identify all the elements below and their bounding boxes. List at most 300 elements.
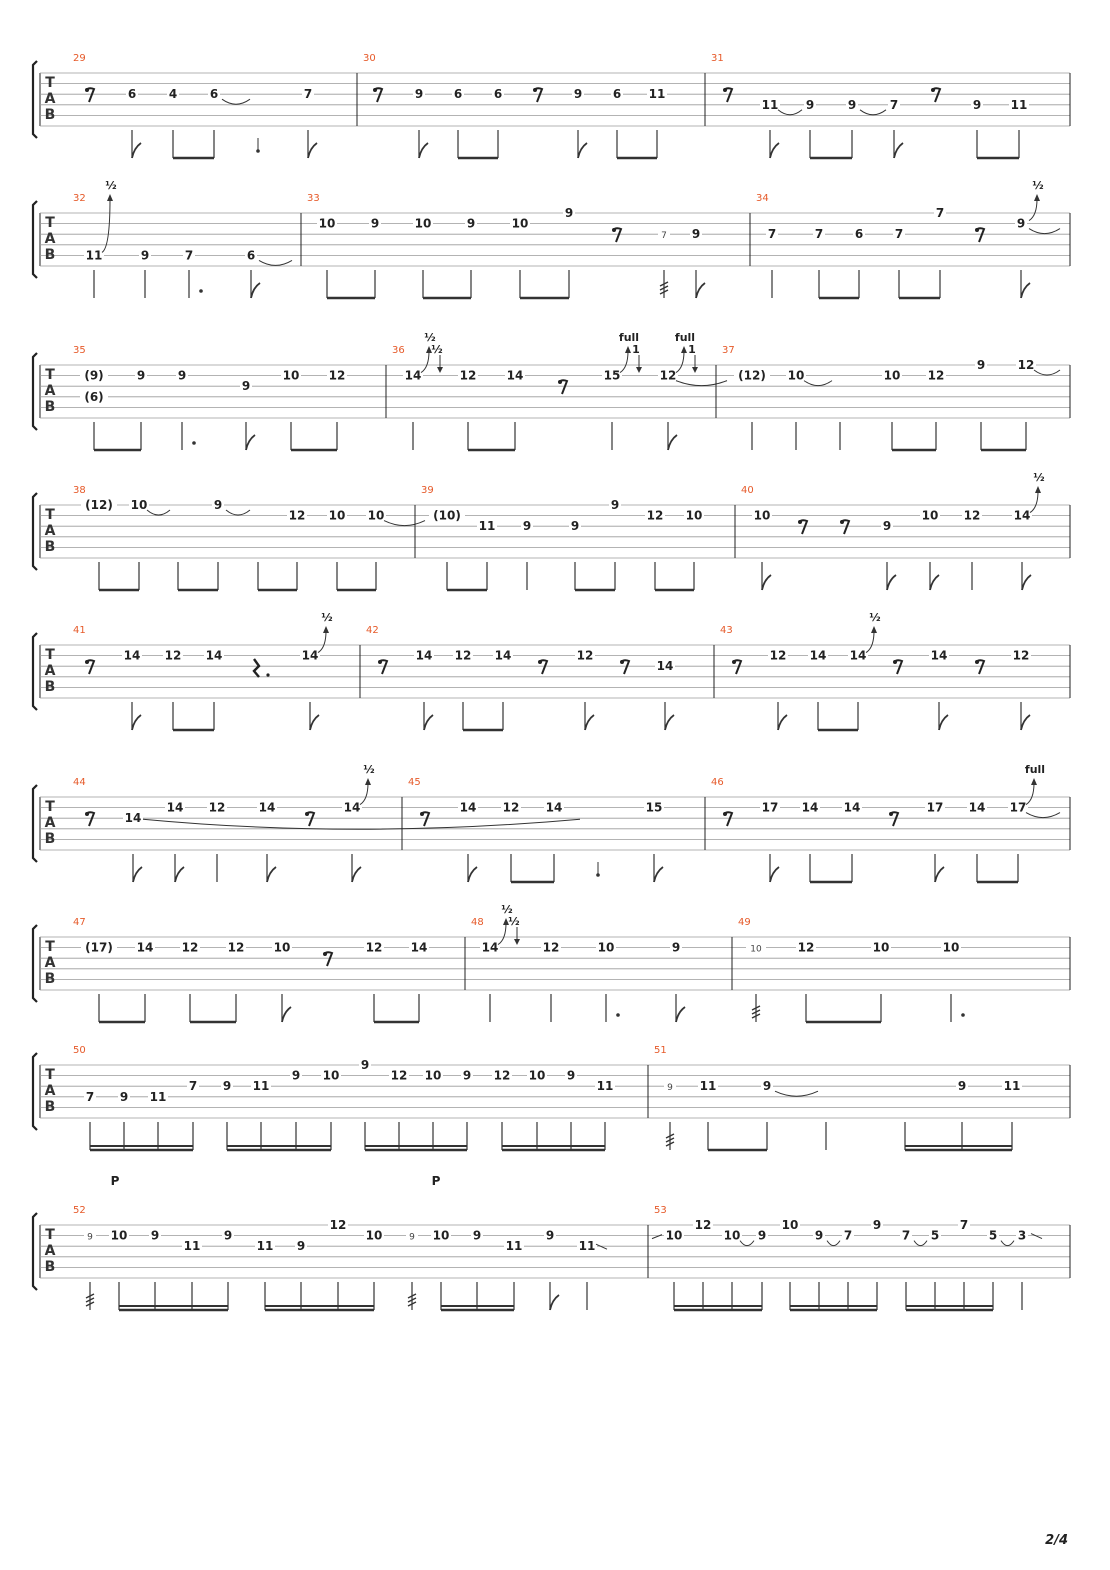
tab-clef-letter: B [44, 831, 56, 847]
tab-note [756, 1229, 768, 1310]
tab-note [176, 369, 196, 450]
tab-note [85, 660, 94, 674]
tab-clef [45, 215, 56, 263]
tab-clef [45, 75, 56, 123]
tab-note [967, 801, 987, 882]
fret-number: 12 [927, 368, 945, 383]
eighth-rest-dot [840, 520, 844, 524]
tab-clef-letter: A [44, 1243, 56, 1259]
flag [770, 143, 779, 158]
fret-number: 14 [656, 659, 674, 674]
system-bracket [33, 1213, 37, 1290]
tab-note [317, 217, 337, 298]
flag [1022, 575, 1031, 590]
tie [804, 381, 832, 386]
bend-curve [1029, 199, 1037, 221]
tab-note [761, 1079, 818, 1150]
fret-number: 10 [365, 1228, 383, 1243]
fret-number: 6 [612, 87, 622, 102]
system-bracket [33, 353, 37, 430]
tab-clef-letter: B [44, 247, 56, 263]
tab-note [122, 649, 142, 730]
tab-clef-letter: T [45, 799, 55, 815]
fret-number: (9) [84, 368, 104, 383]
fret-number: 10 [723, 1228, 741, 1243]
flag [939, 715, 948, 730]
tab-measure [360, 625, 675, 730]
tab-note [240, 379, 255, 450]
tab-note [1015, 179, 1060, 298]
tab-system [33, 471, 1070, 590]
measure-number: 43 [720, 625, 733, 636]
tab-note [612, 228, 621, 242]
measure-number: 38 [73, 485, 86, 496]
tab-measure [73, 611, 333, 730]
tab-note [302, 87, 317, 158]
duration-dot [199, 289, 203, 293]
tab-note [187, 1079, 199, 1150]
tab-note [81, 941, 117, 1022]
tab-measure [73, 179, 292, 298]
tab-note [521, 519, 533, 590]
tab-note [1016, 358, 1060, 450]
tab-note [848, 611, 881, 730]
tab-note [956, 1079, 968, 1150]
tab-measure [714, 611, 1031, 730]
tab-note [609, 498, 621, 590]
fret-number: 9 [177, 368, 187, 383]
fret-number: 9 [671, 940, 681, 955]
tab-note [698, 1079, 718, 1150]
eighth-rest-dot [558, 380, 562, 384]
tab-note [389, 1069, 409, 1150]
bend-arrow [1034, 194, 1040, 201]
tab-note [766, 227, 778, 298]
tab-note [135, 369, 147, 450]
fret-number: 14 [123, 648, 141, 663]
tab-system [33, 53, 1070, 158]
fret-number: 10 [318, 216, 336, 231]
eighth-rest-dot [373, 88, 377, 92]
tab-note [684, 509, 704, 590]
tab-note [378, 660, 387, 674]
fret-number: 7 [959, 1218, 969, 1232]
fret-number: 9 [462, 1068, 472, 1083]
fret-number: 9 [522, 519, 532, 534]
measure-number: 48 [471, 917, 484, 928]
fret-number: 10 [942, 940, 960, 955]
tab-note [477, 519, 497, 590]
tab-note [527, 1069, 547, 1150]
fret-number: 14 [843, 800, 861, 815]
tab-note [84, 1229, 96, 1310]
fret-number: 10 [328, 508, 346, 523]
fret-number: 5 [988, 1228, 998, 1243]
measure-number: 41 [73, 625, 86, 636]
fret-number: 12 [646, 508, 664, 523]
pick-mark: P [431, 1174, 441, 1188]
tab-clef-letter: A [44, 815, 56, 831]
tab-clef-letter: A [44, 663, 56, 679]
tab-system [33, 763, 1070, 882]
bend-amount: ½ [1032, 179, 1044, 192]
fret-number: 12 [164, 648, 182, 663]
release-amount: 1 [688, 343, 696, 356]
tie [914, 1241, 927, 1246]
fret-number: (12) [738, 368, 766, 383]
fret-number: 11 [648, 87, 666, 102]
fret-number: 9 [814, 1228, 824, 1243]
fret-number: 14 [506, 368, 524, 383]
tab-note [414, 649, 434, 730]
tab-note [786, 369, 832, 450]
fret-number: 12 [459, 368, 477, 383]
fret-number: 12 [390, 1068, 408, 1083]
fret-number: 12 [329, 1218, 347, 1232]
tab-note [722, 1229, 754, 1310]
tab-note [975, 228, 984, 242]
tab-note [366, 509, 425, 590]
tab-note [577, 1239, 607, 1310]
tab-measure [73, 1045, 615, 1150]
tab-note [925, 801, 945, 882]
measure-number: 32 [73, 193, 86, 204]
fret-number: 9 [667, 1083, 673, 1094]
tab-clef-letter: T [45, 939, 55, 955]
tab-note [569, 519, 581, 590]
flag [1021, 283, 1030, 298]
bend-amount: full [674, 331, 696, 344]
fret-number: 7 [935, 206, 945, 220]
tab-note [1016, 1229, 1042, 1310]
fret-number: 12 [208, 800, 226, 815]
bend-amount: ½ [1033, 471, 1045, 484]
fret-number: 15 [645, 800, 663, 815]
fret-number: 9 [213, 498, 223, 512]
fret-number: 9 [805, 97, 815, 112]
tab-note [255, 1239, 275, 1310]
flag [175, 867, 184, 882]
tab-clef [45, 1067, 56, 1115]
eighth-rest-dot [931, 88, 935, 92]
flag [419, 143, 428, 158]
tie [1029, 229, 1060, 234]
tab-note [183, 248, 203, 298]
tab-note [254, 659, 270, 677]
tab-note [723, 812, 732, 826]
fret-number: 9 [370, 216, 380, 231]
tab-measure [415, 485, 704, 590]
tab-note [403, 331, 443, 450]
fret-number: 7 [814, 227, 824, 242]
tab-note [505, 369, 525, 450]
fret-number: 12 [542, 940, 560, 955]
fret-number: 6 [127, 87, 137, 102]
fret-number: 12 [1012, 648, 1030, 663]
tab-note [842, 1229, 854, 1310]
release-arrow [514, 939, 520, 945]
tab-note [423, 1069, 443, 1150]
quarter-rest [254, 659, 259, 677]
flag [424, 715, 433, 730]
eighth-rest-dot [323, 952, 327, 956]
tab-note [429, 509, 465, 590]
fret-number: 9 [150, 1228, 160, 1243]
tab-note [369, 217, 381, 298]
bend-arrow [625, 346, 631, 353]
tab-note [290, 1069, 302, 1150]
release-arrow [437, 367, 443, 373]
measure-number: 40 [741, 485, 754, 496]
duration-dot [961, 1013, 965, 1017]
tab-clef-letter: A [44, 231, 56, 247]
fret-number: 9 [119, 1089, 129, 1104]
tab-clef [45, 367, 56, 415]
flag [762, 575, 771, 590]
tab-note [118, 1090, 130, 1150]
fret-number: 14 [930, 648, 948, 663]
flag [133, 867, 142, 882]
fret-number: 10 [424, 1068, 442, 1083]
tab-clef-letter: B [44, 679, 56, 695]
slur [143, 819, 580, 829]
measure-number: 34 [756, 193, 769, 204]
fret-number: 12 [576, 648, 594, 663]
fret-number: 10 [367, 508, 385, 523]
tab-note [420, 812, 429, 826]
duration-dot [616, 1013, 620, 1017]
measure-number: 46 [711, 777, 724, 788]
fret-number: 10 [685, 508, 703, 523]
flag [246, 435, 255, 450]
tab-note [647, 87, 667, 158]
tab-note [538, 660, 547, 674]
tab-note [602, 331, 642, 450]
fret-number: 12 [797, 940, 815, 955]
tab-note [327, 369, 347, 450]
tab-clef-letter: A [44, 955, 56, 971]
tab-note [431, 1229, 451, 1310]
tie [1026, 813, 1060, 818]
eighth-rest-dot [893, 660, 897, 664]
tab-note [840, 520, 849, 534]
fret-number: 12 [769, 648, 787, 663]
fret-number: 7 [901, 1228, 911, 1243]
fret-number: 11 [1003, 1079, 1021, 1094]
flag [578, 143, 587, 158]
tab-note [135, 941, 155, 1022]
tab-note [888, 98, 903, 158]
fret-number: 12 [288, 508, 306, 523]
tab-note [645, 509, 665, 590]
tie [222, 99, 250, 104]
fret-number: 7 [661, 231, 667, 242]
page-number: 2/4 [1045, 1533, 1068, 1548]
measure-number: 39 [421, 485, 434, 496]
bend-arrow [1031, 778, 1037, 785]
tab-measure [73, 345, 347, 450]
rest-dot [266, 673, 269, 676]
tab-clef [45, 1227, 56, 1275]
fret-number: 14 [849, 648, 867, 663]
tab-note [544, 801, 564, 882]
fret-number: 10 [921, 508, 939, 523]
tab-clef-letter: A [44, 1083, 56, 1099]
tab-note [149, 1229, 161, 1310]
tab-clef-letter: B [44, 971, 56, 987]
tie [775, 1091, 818, 1096]
tab-note [221, 1079, 233, 1150]
bend-amount: ½ [105, 179, 117, 192]
tab-clef-letter: T [45, 507, 55, 523]
tie [259, 260, 292, 265]
tab-note [889, 812, 898, 826]
tab-note [929, 1229, 941, 1310]
fret-number: 10 [872, 940, 890, 955]
flag [665, 715, 674, 730]
fret-number: 7 [303, 87, 313, 102]
tab-note [305, 812, 314, 826]
tab-note [800, 801, 820, 882]
tab-note [734, 369, 770, 450]
bend-arrow [681, 346, 687, 353]
tab-note [760, 801, 780, 882]
tab-measure [386, 331, 727, 450]
flag [585, 715, 594, 730]
measure-number: 29 [73, 53, 86, 64]
tab-note [690, 227, 705, 298]
eighth-rest-dot [85, 812, 89, 816]
tab-note [222, 1229, 234, 1310]
fret-number: 9 [872, 1218, 882, 1232]
fret-number: 14 [801, 800, 819, 815]
fret-number: 9 [223, 1228, 233, 1243]
tab-system [33, 1045, 1070, 1150]
release-arrow [636, 367, 642, 373]
tab-note [409, 941, 429, 1022]
tab-measure [732, 917, 965, 1022]
tab-note [596, 941, 620, 1022]
bend-arrow [365, 778, 371, 785]
fret-number: 14 [205, 648, 223, 663]
tab-note [1009, 98, 1029, 158]
fret-number: 9 [691, 227, 701, 242]
fret-number: 12 [963, 508, 981, 523]
bend-arrow [107, 194, 113, 201]
slide [1031, 1234, 1042, 1239]
fret-number: 10 [665, 1228, 683, 1243]
eighth-rest-dot [612, 228, 616, 232]
tie [860, 110, 886, 115]
fret-number: 9 [466, 216, 476, 231]
fret-number: 10 [130, 498, 148, 512]
tab-note [658, 331, 727, 450]
measure-number: 49 [738, 917, 751, 928]
tab-note [732, 660, 741, 674]
tab-note [881, 519, 896, 590]
tab-note [670, 941, 685, 1022]
fret-number: 11 [1010, 97, 1028, 112]
fret-number: 7 [85, 1089, 95, 1104]
tie [147, 510, 170, 515]
system-bracket [33, 201, 37, 278]
tab-note [975, 660, 984, 674]
fret-number: 4 [168, 87, 178, 102]
tab-note [493, 649, 513, 730]
tab-measure [73, 53, 317, 158]
fret-number: 7 [188, 1079, 198, 1094]
fret-number: 14 [343, 800, 361, 815]
measure-number: 50 [73, 1045, 86, 1056]
fret-number: 9 [610, 498, 620, 512]
fret-number: (10) [433, 508, 461, 523]
tab-note [565, 1069, 577, 1150]
tab-note [323, 952, 332, 966]
tab-note [846, 98, 886, 158]
fret-number: 11 [761, 97, 779, 112]
tab-note [327, 509, 347, 590]
tab-note [693, 1218, 713, 1310]
tab-note [413, 87, 428, 158]
fret-number: 10 [781, 1218, 799, 1232]
tab-note [180, 941, 200, 1022]
fret-number: 10 [110, 1228, 128, 1243]
tie [778, 110, 802, 115]
measure-number: 36 [392, 345, 405, 356]
tab-note [182, 1239, 202, 1310]
tab-note [257, 801, 277, 882]
tab-note [406, 1229, 418, 1310]
fret-number: 12 [1017, 358, 1035, 372]
tab-measure [465, 903, 685, 1022]
fret-number: 15 [603, 368, 621, 383]
measure-number: 45 [408, 777, 421, 788]
fret-number: 11 [256, 1239, 274, 1254]
tab-measure [735, 471, 1045, 590]
tab-note [853, 227, 865, 298]
fret-number: 9 [564, 206, 574, 220]
tab-note [281, 369, 301, 450]
tab-note [226, 941, 246, 1022]
tab-clef-letter: T [45, 215, 55, 231]
eighth-rest-dot [889, 812, 893, 816]
tab-note [798, 520, 807, 534]
tab-clef [45, 507, 56, 555]
bend-arrow [871, 626, 877, 633]
eighth-rest-dot [732, 660, 736, 664]
tab-note [295, 1239, 307, 1310]
tab-note [287, 509, 307, 590]
tab-note [813, 1229, 840, 1310]
tab-note [80, 369, 108, 450]
fret-number: 9 [87, 1232, 93, 1243]
fret-number: 14 [301, 648, 319, 663]
tab-note [359, 1058, 371, 1150]
tab-clef-letter: A [44, 91, 56, 107]
tab-note [501, 801, 521, 882]
tab-note [893, 660, 902, 674]
eighth-rest-dot [723, 812, 727, 816]
fret-number: 10 [511, 216, 529, 231]
fret-number: 6 [246, 248, 256, 263]
tab-measure [750, 179, 1060, 298]
fret-number: 12 [181, 940, 199, 955]
tie [1034, 370, 1060, 375]
tie [226, 510, 250, 515]
measure-number: 44 [73, 777, 86, 788]
fret-number: 14 [136, 940, 154, 955]
tab-note [752, 509, 772, 590]
